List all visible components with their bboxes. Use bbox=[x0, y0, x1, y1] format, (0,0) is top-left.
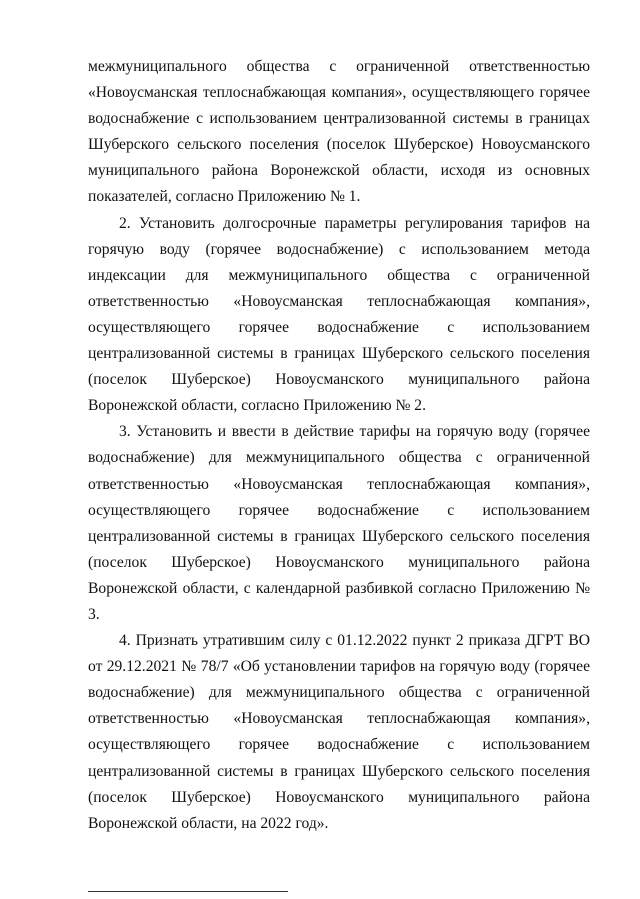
paragraph-item-3: 3. Установить и ввести в действие тарифы на горячую воду (горячее водоснабжение) для межмуниципального общества с ограниченной ответственностью «Новоусманская теплоснабжающая компания», осуществляющего горячее водоснабжение с использованием централизованной системы в границах Шуберского сельского поселения (поселок Шуберское) Новоусманского муниципального района Воронежской области, с календарной разбивкой согласно Приложению № 3. bbox=[88, 423, 590, 623]
document-page bbox=[88, 54, 590, 837]
footer-divider bbox=[88, 891, 288, 892]
paragraph-item-2: 2. Установить долгосрочные параметры регулирования тарифов на горячую воду (горячее водоснабжение) с использованием метода индексации для межмуниципального общества с ограниченной ответственностью «Новоусманская теплоснабжающая компания», осуществляющего горячее водоснабжение с использованием централизованной системы в границах Шуберского сельского поселения (поселок Шуберское) Новоусманского муниципального района Воронежской области, согласно Приложению № 2. bbox=[88, 214, 590, 415]
paragraph-item-4: 4. Признать утратившим силу с 01.12.2022 пункт 2 приказа ДГРТ ВО от 29.12.2021 № 78/7 «Об установлении тарифов на горячую воду (горячее водоснабжение) для межмуниципального общества с ограниченной ответственностью «Новоусманская теплоснабжающая компания», осуществляющего горячее водоснабжение с использованием централизованной системы в границах Шуберского сельского поселения (поселок Шуберское) Новоусманского муниципального района Воронежской области, на 2022 год». bbox=[88, 632, 590, 832]
paragraph-continuation: межмуниципального общества с ограниченной ответственностью «Новоусманская теплоснабжающая компания», осуществляющего горячее водоснабжение с использованием централизованной системы в границах Шуберского сельского поселения (поселок Шуберское) Новоусманского муниципального района Воронежской области, исходя из основных показателей, согласно Приложению № 1. bbox=[88, 58, 590, 206]
